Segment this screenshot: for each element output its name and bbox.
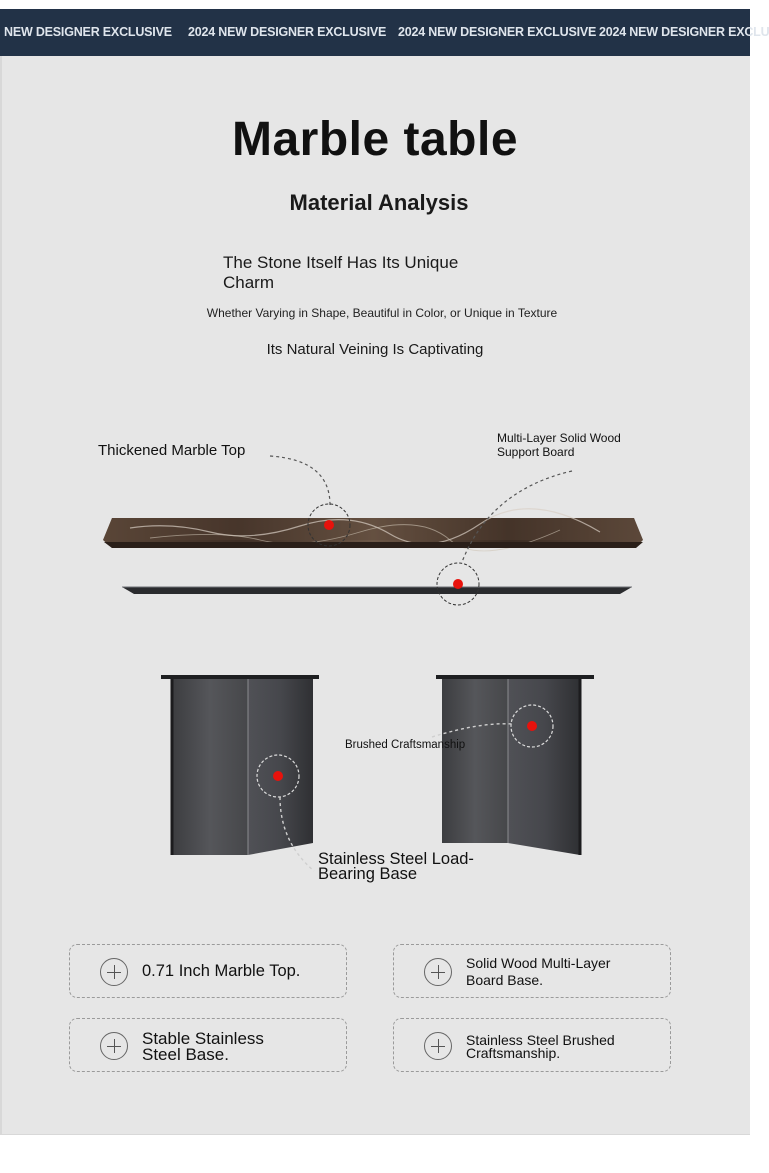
plus-icon — [424, 958, 452, 986]
feature-text: Stainless Steel Brushed Craftsmanship. — [466, 1032, 615, 1061]
page-title: Marble table — [231, 113, 519, 166]
plus-icon — [100, 958, 128, 986]
feature-text: Stable Stainless Steel Base. — [142, 1029, 264, 1064]
plus-icon — [424, 1032, 452, 1060]
section-subtitle: Material Analysis — [289, 190, 469, 215]
charm-heading: The Stone Itself Has Its Unique Charm — [223, 253, 459, 292]
varying-text: Whether Varying in Shape, Beautiful in Color, or Unique in Texture — [206, 306, 558, 320]
banner-item: 2024 NEW DESIGNER EXCLUSIVE — [398, 25, 597, 39]
feature-card — [69, 944, 347, 998]
banner-item: 2024 NEW DESIGNER EXCLU — [599, 25, 769, 39]
callout-line-wood — [462, 471, 572, 562]
feature-card — [393, 1018, 671, 1072]
footer-area — [0, 1134, 750, 1173]
plus-icon — [100, 1032, 128, 1060]
callout-brushed: Brushed Craftsmanship — [345, 739, 466, 751]
feature-text: Solid Wood Multi-Layer Board Base. — [466, 955, 611, 988]
callout-wood-board: Multi-Layer Solid Wood Support Board — [497, 431, 621, 459]
steel-leg-right-image — [436, 675, 594, 855]
callout-steel-base: Stainless Steel Load-Bearing Base — [318, 850, 474, 883]
banner-item: NEW DESIGNER EXCLUSIVE — [4, 25, 172, 39]
feature-text: 0.71 Inch Marble Top. — [142, 962, 301, 980]
veining-text: Its Natural Veining Is Captivating — [266, 341, 484, 358]
banner-item: 2024 NEW DESIGNER EXCLUSIVE — [188, 25, 387, 39]
wood-board-image — [122, 587, 632, 594]
marble-top-image — [103, 509, 643, 551]
callout-line-marble — [270, 456, 330, 505]
marker-wood-board — [437, 563, 479, 605]
feature-card — [393, 944, 671, 998]
callout-marble-top: Thickened Marble Top — [98, 442, 246, 459]
steel-leg-left-image — [161, 675, 319, 855]
feature-card — [69, 1018, 347, 1072]
